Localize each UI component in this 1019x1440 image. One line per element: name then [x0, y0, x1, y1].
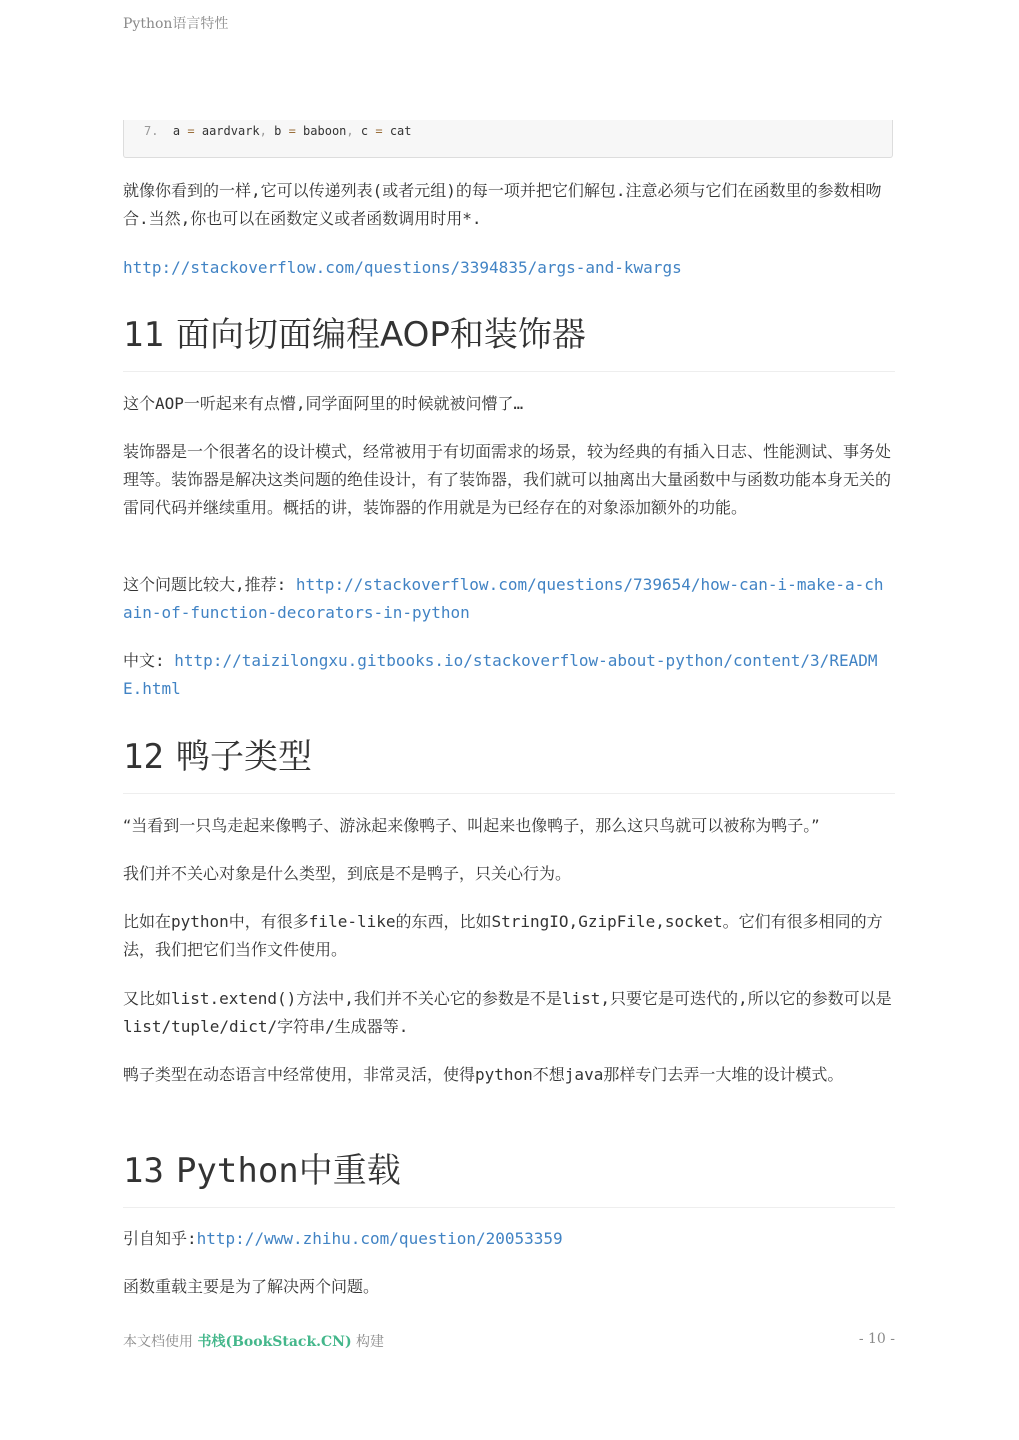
running-header: Python语言特性: [123, 16, 229, 32]
code-token: aardvark: [201, 124, 260, 138]
paragraph-list-extend: 又比如list.extend()方法中,我们并不关心它的参数是不是list,只要它是可迭代的,所以它的参数可以是list/tuple/dict/字符串/生成器等.: [123, 989, 892, 1036]
paragraph-link-args: [123, 254, 893, 282]
heading-number: 12: [123, 737, 164, 777]
paragraph-file-like: 比如在python中，有很多file-like的东西，比如StringIO,GzipFile,socket。它们有很多相同的方法，我们把它们当作文件使用。: [123, 912, 883, 959]
code-punct: ,: [346, 124, 354, 138]
footer-prefix: 本文档使用: [123, 1334, 198, 1350]
footer-brand-link[interactable]: 书栈(BookStack.CN): [197, 1334, 352, 1350]
paragraph-zhihu: [123, 1225, 893, 1253]
footer-credit: [123, 1331, 384, 1351]
heading-number: 11: [123, 315, 164, 355]
code-token: c: [360, 124, 369, 138]
link-chinese-readme[interactable]: http://taizilongxu.gitbooks.io/stackoverflow-about-python/content/3/README.html: [123, 651, 878, 698]
chinese-label: 中文:: [123, 651, 175, 670]
code-token: a: [172, 124, 181, 138]
quote-label: 引自知乎:: [123, 1229, 197, 1248]
paragraph-decorator: 装饰器是一个很著名的设计模式，经常被用于有切面需求的场景，较为经典的有插入日志、性能测试、事务处理等。装饰器是解决这类问题的绝佳设计，有了装饰器，我们就可以抽离出大量函数中与函数功能本身无关的雷同代码并继续重用。概括的讲，装饰器的作用就是为已经存在的对象添加额外的功能。: [123, 442, 892, 517]
code-token: b: [274, 124, 282, 138]
code-block: [123, 120, 893, 158]
link-args-kwargs[interactable]: http://stackoverflow.com/questions/3394835/args-and-kwargs: [123, 258, 682, 277]
code-operator: =: [187, 124, 195, 138]
link-decorators[interactable]: http://stackoverflow.com/questions/739654/how-can-i-make-a-chain-of-function-decorators-in-python: [123, 575, 884, 622]
heading-section-13: [123, 1149, 895, 1208]
code-token: cat: [389, 124, 412, 138]
paragraph-unpacking: 就像你看到的一样,它可以传递列表(或者元组)的每一项并把它们解包.注意必须与它们在函数里的参数相吻合.当然,你也可以在函数定义或者函数调用时用*.: [123, 181, 882, 228]
paragraph-behavior: 我们并不关心对象是什么类型，到底是不是鸭子，只关心行为。: [123, 864, 572, 883]
code-line-7: [144, 124, 412, 138]
paragraph-dynamic: 鸭子类型在动态语言中经常使用，非常灵活，使得python不想java那样专门去弄一大堆的设计模式。: [123, 1065, 844, 1084]
paragraph-recommend: [123, 571, 893, 627]
paragraph-overload: 函数重载主要是为了解决两个问题。: [123, 1277, 380, 1296]
paragraph-duck-quote: “当看到一只鸟走起来像鸭子、游泳起来像鸭子、叫起来也像鸭子，那么这只鸟就可以被称为鸭子。”: [123, 816, 820, 835]
code-operator: =: [375, 124, 383, 138]
heading-number: 13: [123, 1151, 164, 1191]
page-number: - 10 -: [858, 1331, 895, 1347]
heading-title: Python中重载: [175, 1151, 401, 1191]
heading-section-11: [123, 313, 895, 372]
paragraph-aop-intro: 这个AOP一听起来有点懵,同学面阿里的时候就被问懵了…: [123, 394, 524, 413]
heading-title: 面向切面编程AOP和装饰器: [175, 315, 586, 355]
heading-title: 鸭子类型: [175, 737, 312, 777]
link-zhihu[interactable]: http://www.zhihu.com/question/20053359: [196, 1229, 563, 1248]
code-punct: ,: [259, 124, 267, 138]
code-token: baboon: [303, 124, 347, 138]
code-operator: =: [288, 124, 296, 138]
paragraph-chinese: [123, 647, 893, 703]
recommend-label: 这个问题比较大,推荐:: [123, 575, 296, 594]
heading-section-12: [123, 735, 895, 794]
footer-suffix: 构建: [351, 1334, 385, 1350]
line-number: 7.: [144, 124, 159, 138]
